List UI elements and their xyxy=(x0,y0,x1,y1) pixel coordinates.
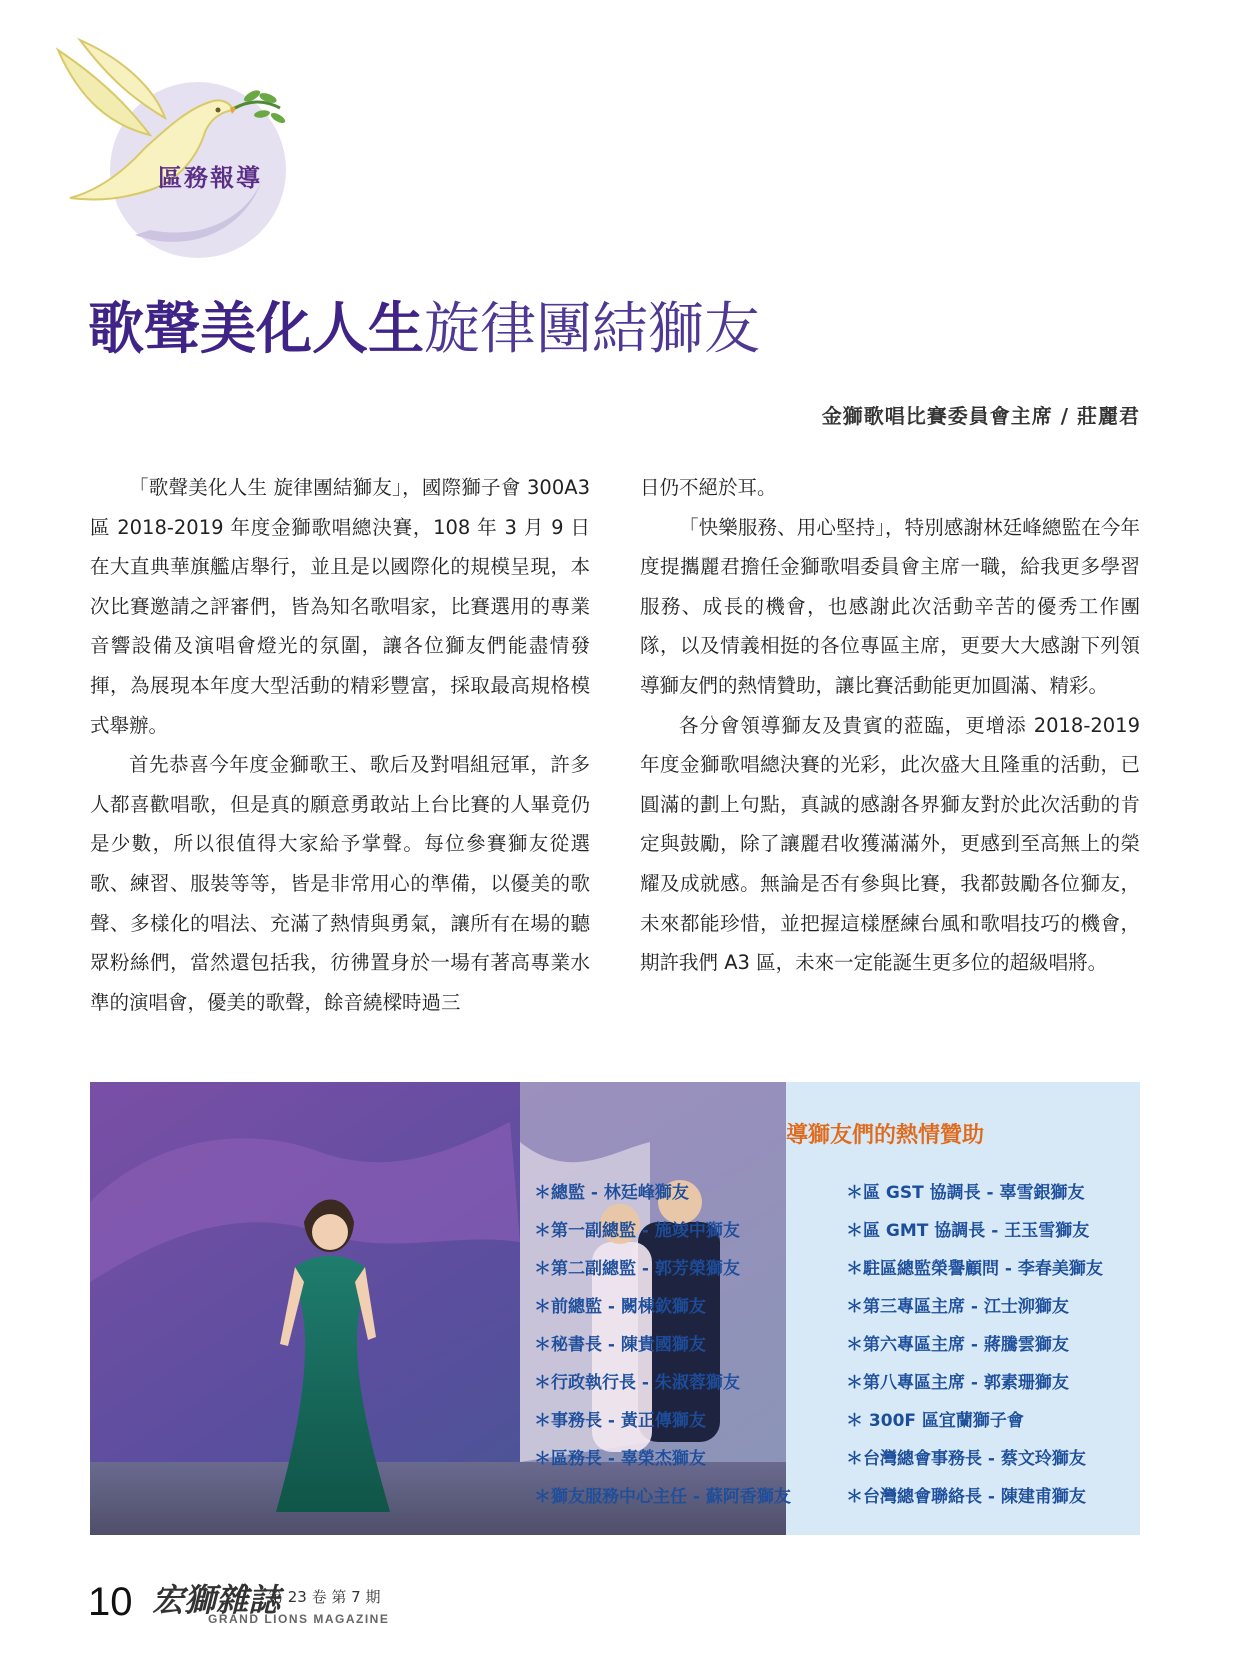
paragraph: 日仍不絕於耳。 xyxy=(640,476,777,499)
byline: 金獅歌唱比賽委員會主席 / 莊麗君 xyxy=(821,404,1140,428)
paragraph: 首先恭喜今年度金獅歌王、歌后及對唱組冠軍，許多人都喜歡唱歌，但是真的願意勇敢站上台比賽的人畢竟仍是少數，所以很值得大家給予掌聲。每位參賽獅友從選歌、練習、服裝等等，皆是非常用心的準備，以優美的歌聲、多樣化的唱法、充滿了熱情與勇氣，讓所有在場的聽眾粉絲們，當然還包括我，彷彿置身於一場有著高專業水準的演唱會，優美的歌聲，餘音繞樑時過三 xyxy=(90,753,590,1014)
section-label: 區務報導 xyxy=(158,164,262,192)
left-column xyxy=(90,468,590,1022)
article-title xyxy=(88,295,760,365)
list-item: ＊區 GST 協調長 - 辜雪銀獅友 xyxy=(846,1183,1085,1203)
title-light: 旋律團結獅友 xyxy=(424,297,760,362)
photo-sponsor-panel xyxy=(90,1082,1140,1535)
dove-emblem-icon xyxy=(40,30,300,260)
list-item: ＊前總監 - 闕棟欽獅友 xyxy=(534,1297,706,1317)
list-item: ＊事務長 - 黃正傳獅友 xyxy=(534,1411,706,1431)
paragraph: 各分會領導獅友及貴賓的蒞臨，更增添 2018-2019 年度金獅歌唱總決賽的光彩，此次盛大且隆重的活動，已圓滿的劃上句點，真誠的感謝各界獅友對於此次活動的肯定與鼓勵，除了讓麗君收獲滿滿外，更感到至高無上的榮耀及成就感。無論是否有參與比賽，我都鼓勵各位獅友，未來都能珍惜，並把握這樣歷練台風和歌唱技巧的機會，期許我們 A3 區，未來一定能誕生更多位的超級唱將。 xyxy=(640,713,1140,975)
list-item: ＊第一副總監 - 施竣中獅友 xyxy=(534,1221,740,1241)
list-item: ＊駐區總監榮譽顧問 - 李春美獅友 xyxy=(846,1259,1103,1279)
list-item: ＊台灣總會聯絡長 - 陳建甫獅友 xyxy=(846,1487,1086,1507)
list-item: ＊總監 - 林廷峰獅友 xyxy=(534,1183,689,1203)
sponsor-list-left xyxy=(534,1174,791,1516)
list-item: ＊秘書長 - 陳貴國獅友 xyxy=(534,1335,706,1355)
list-item: ＊第三專區主席 - 江士泖獅友 xyxy=(846,1297,1069,1317)
list-item: ＊第六專區主席 - 蔣騰雲獅友 xyxy=(846,1335,1069,1355)
issue-label: 第 23 卷 第 7 期 xyxy=(268,1588,381,1606)
sponsor-list-right xyxy=(846,1174,1103,1516)
magazine-name-en: GRAND LIONS MAGAZINE xyxy=(208,1612,390,1626)
list-item: ＊第二副總監 - 郭芳榮獅友 xyxy=(534,1259,740,1279)
list-item: ＊第八專區主席 - 郭素珊獅友 xyxy=(846,1373,1069,1393)
paragraph: 「快樂服務、用心堅持」，特別感謝林廷峰總監在今年度提攜麗君擔任金獅歌唱委員會主席一職，給我更多學習服務、成長的機會，也感謝此次活動辛苦的優秀工作團隊，以及情義相挺的各位專區主席，更要大大感謝下列領導獅友們的熱情贊助，讓比賽活動能更加圓滿、精彩。 xyxy=(640,515,1140,697)
paragraph: 「歌聲美化人生 旋律團結獅友」，國際獅子會 300A3 區 2018-2019 年度金獅歌唱總決賽，108 年 3 月 9 日在大直典華旗艦店舉行，並且是以國際化的規模呈現，本次比賽邀請之評審們，皆為知名歌唱家，比賽選用的專業音響設備及演唱會燈光的氛圍，讓各位獅友們能盡情發揮，為展現本年度大型活動的精彩豐富，採取最高規格模式舉辦。 xyxy=(90,476,590,737)
sponsor-title: 導獅友們的熱情贊助 xyxy=(786,1123,985,1148)
list-item: ＊獅友服務中心主任 - 蘇阿香獅友 xyxy=(534,1487,791,1507)
list-item: ＊行政執行長 - 朱淑蓉獅友 xyxy=(534,1373,740,1393)
title-bold: 歌聲美化人生 xyxy=(88,297,424,362)
magazine-name: 宏獅雜誌 xyxy=(152,1581,281,1619)
list-item: ＊台灣總會事務長 - 蔡文玲獅友 xyxy=(846,1449,1086,1469)
page-number: 10 xyxy=(88,1580,133,1624)
list-item: ＊ 300F 區宜蘭獅子會 xyxy=(846,1411,1024,1431)
list-item: ＊區 GMT 協調長 - 王玉雪獅友 xyxy=(846,1221,1090,1241)
right-column xyxy=(640,468,1140,983)
list-item: ＊區務長 - 辜榮杰獅友 xyxy=(534,1449,706,1469)
